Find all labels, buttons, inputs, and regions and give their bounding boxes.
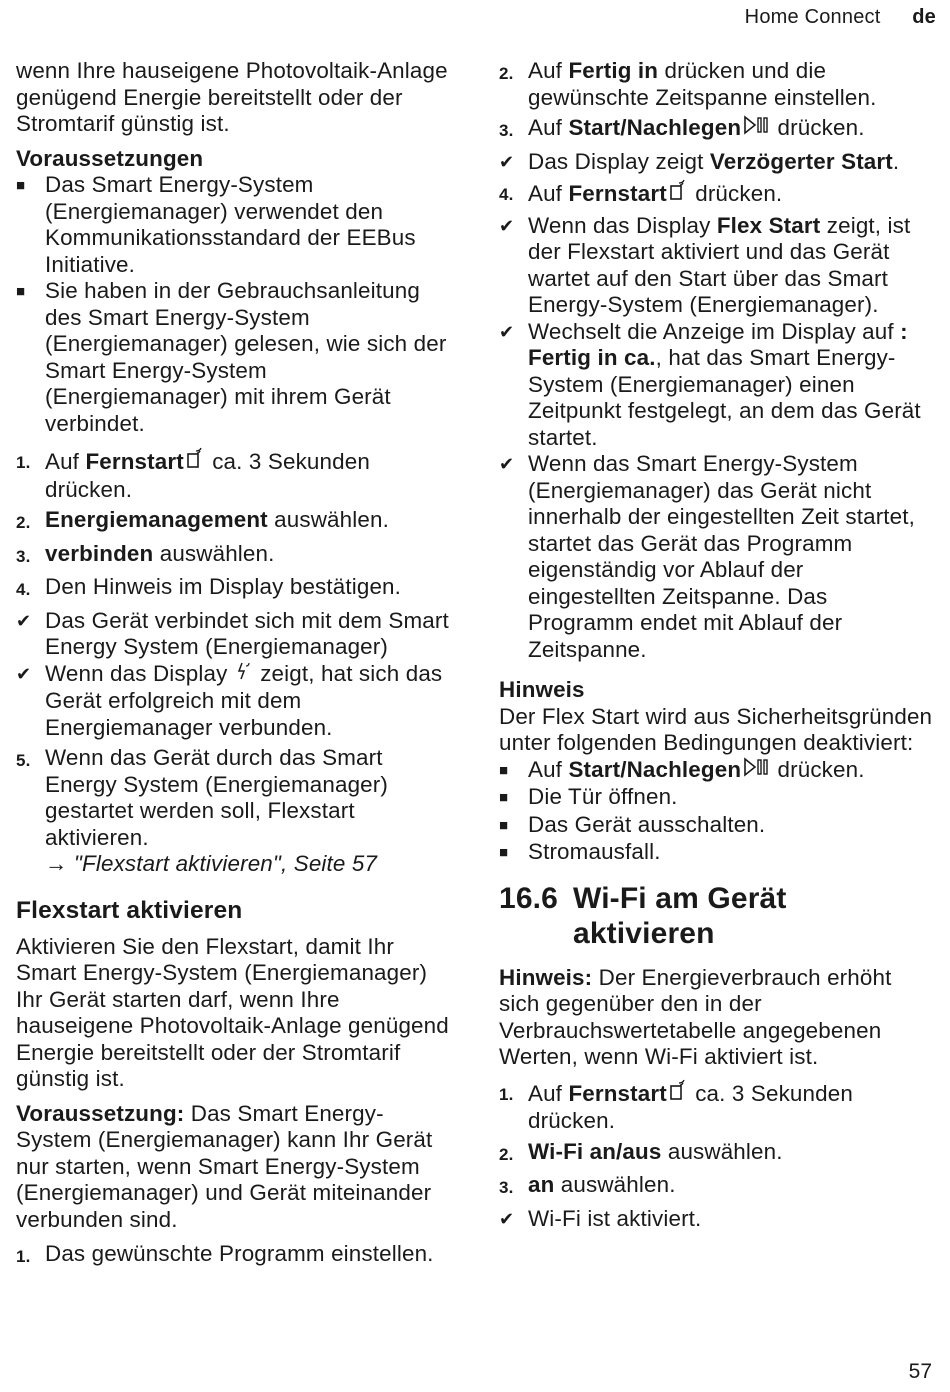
step-item [499, 115, 935, 145]
list-item-text: Auf Start/Nachlegen drücken. [528, 757, 865, 785]
result-item [499, 319, 935, 452]
check-icon: ✔ [16, 610, 32, 631]
step-text: an auswählen. [528, 1172, 676, 1197]
result-text: Das Gerät verbindet sich mit dem Smart Energy System (Energiemanager) [45, 607, 449, 659]
step-item [16, 541, 456, 571]
list-item [499, 839, 935, 867]
step-number: 4. [16, 580, 31, 599]
result-item [16, 608, 456, 661]
bullet-icon: ■ [499, 789, 509, 806]
energy-connected-icon [234, 661, 254, 689]
step-item [16, 447, 456, 503]
bullet-icon: ■ [499, 816, 509, 834]
step-text: Das gewünschte Programm einstellen. [45, 1241, 434, 1266]
list-item-text: Stromausfall. [528, 839, 661, 864]
start-pause-icon [741, 115, 771, 143]
check-icon: ✔ [499, 215, 515, 236]
step-text: verbinden auswählen. [45, 540, 275, 566]
step-item [499, 1079, 935, 1135]
header-language: de [912, 6, 936, 28]
step-number: 1. [16, 453, 31, 472]
page-number: 57 [908, 1360, 932, 1383]
step-number: 1. [499, 1084, 514, 1104]
list-item [16, 172, 456, 278]
step-item [499, 58, 935, 111]
result-item [16, 661, 456, 742]
list-item-text: Sie haben in der Gebrauchsanleitung des Smart Energy-System (Energiemanager) gelesen, wie sich der Smart Energy-System (Energiemanager) mit ihrem Gerät verbindet. [45, 278, 447, 436]
flexstart-prerequisite: Voraussetzung: Das Smart Energy-System (Energiemanager) kann Ihr Gerät nur starten, wenn Smart Energy-System (Energiemanager) und Gerät miteinander verbunden sind. [16, 1100, 433, 1232]
right-column [499, 58, 935, 1236]
bullet-icon: ■ [16, 177, 26, 194]
list-item-text: Die Tür öffnen. [528, 784, 678, 809]
step-item [16, 1241, 456, 1271]
prerequisites-heading: Voraussetzungen [16, 145, 204, 171]
step-number: 5. [16, 751, 31, 770]
wifi-note: Hinweis: Der Energieverbrauch erhöht sich gegenüber den in der Verbrauchswertetabelle angegebenen Werten, wenn Wi-Fi aktiviert ist. [499, 964, 892, 1069]
step-text: Auf Start/Nachlegen drücken. [528, 115, 865, 145]
step-text: Auf Fernstart drücken. [528, 179, 782, 209]
bullet-icon: ■ [499, 844, 509, 861]
intro-paragraph: wenn Ihre hauseigene Photovoltaik-Anlage genügend Energie bereitstellt oder der Stromtarif günstig ist. [16, 58, 448, 136]
note-heading: Hinweis [499, 677, 585, 702]
cross-reference-link[interactable]: → "Flexstart aktivieren", Seite 57 [45, 851, 378, 876]
step-item [499, 179, 935, 209]
remote-start-icon [667, 179, 689, 209]
result-text: Das Display zeigt Verzögerter Start. [528, 148, 900, 174]
step-item [16, 745, 456, 851]
remote-start-icon [667, 1079, 689, 1109]
bullet-icon: ■ [499, 761, 509, 779]
check-icon: ✔ [499, 151, 515, 172]
list-item-text: Das Smart Energy-System (Energiemanager) verwendet den Kommunikationsstandard der EEBus Initiative. [45, 172, 416, 277]
step-text: Auf Fernstart ca. 3 Sekunden drücken. [528, 1080, 853, 1133]
flexstart-intro: Aktivieren Sie den Flexstart, damit Ihr Smart Energy-System (Energiemanager) Ihr Gerät starten darf, wenn Ihre hauseigene Photovoltaik-Anlage genügend Energie bereitstellt oder der Stromtarif günstig ist. [16, 933, 449, 1091]
step-number: 2. [499, 64, 514, 83]
start-pause-icon [741, 757, 771, 785]
check-icon: ✔ [499, 1208, 515, 1229]
result-item [499, 213, 935, 319]
step-text: Wenn das Gerät durch das Smart Energy System (Energiemanager) gestartet werden soll, Flexstart aktivieren. [45, 745, 388, 850]
result-item [499, 451, 935, 663]
left-column [16, 58, 456, 1275]
step-text: Auf Fertig in drücken und die gewünschte Zeitspanne einstellen. [528, 58, 877, 110]
step-text: Auf Fernstart ca. 3 Sekunden drücken. [45, 449, 370, 502]
remote-start-icon [184, 447, 206, 477]
step-number: 4. [499, 185, 514, 204]
step-number: 2. [499, 1144, 514, 1164]
step-item [499, 1139, 935, 1169]
list-item [499, 757, 935, 785]
result-text: Wi-Fi ist aktiviert. [528, 1205, 702, 1231]
result-item [499, 1206, 935, 1233]
result-text: Wenn das Display zeigt, hat sich das Gerät erfolgreich mit dem Energiemanager verbunden. [45, 660, 443, 740]
page-header [745, 6, 936, 29]
list-item [499, 812, 935, 840]
step-text: Energiemanagement auswählen. [45, 507, 389, 532]
step-text: Den Hinweis im Display bestätigen. [45, 574, 402, 599]
list-item [499, 784, 935, 812]
step-number: 1. [16, 1247, 31, 1266]
bullet-icon: ■ [16, 283, 26, 300]
note-text: Der Flex Start wird aus Sicherheitsgründen unter folgenden Bedingungen deaktiviert: [499, 703, 933, 755]
step-number: 3. [499, 1178, 514, 1197]
check-icon: ✔ [16, 663, 32, 684]
header-section-title: Home Connect [744, 6, 881, 28]
list-item [16, 278, 456, 437]
result-text: Wenn das Smart Energy-System (Energiemanager) das Gerät nicht innerhalb der eingestellten Zeit startet, startet das Gerät das Programm eigenständig vor Ablauf der eingestellten Zeitspanne. Das Programm endet mit Ablauf der Zeitspanne. [528, 451, 916, 662]
step-number: 3. [499, 121, 514, 140]
check-icon: ✔ [499, 454, 515, 474]
step-text: Wi-Fi an/aus auswählen. [528, 1138, 783, 1164]
flexstart-heading: Flexstart aktivieren [16, 896, 243, 924]
result-item [499, 149, 935, 176]
step-item [499, 1172, 935, 1202]
step-number: 3. [16, 546, 31, 566]
section-title: Wi-Fi am Gerät aktivieren [573, 881, 787, 950]
result-text: Wenn das Display Flex Start zeigt, ist der Flexstart aktiviert und das Gerät wartet auf den Start über das Smart Energy-System (Energiemanager). [528, 212, 911, 317]
section-heading [499, 881, 935, 951]
step-item [16, 507, 456, 537]
check-icon: ✔ [499, 321, 515, 342]
step-item [16, 574, 456, 604]
result-text: Wechselt die Anzeige im Display auf : Fertig in ca., hat das Smart Energy-System (Energiemanager) einen Zeitpunkt festgelegt, an dem das Gerät startet. [528, 318, 921, 450]
step-number: 2. [16, 513, 31, 532]
list-item-text: Das Gerät ausschalten. [528, 811, 766, 837]
section-number: 16.6 [499, 881, 558, 915]
